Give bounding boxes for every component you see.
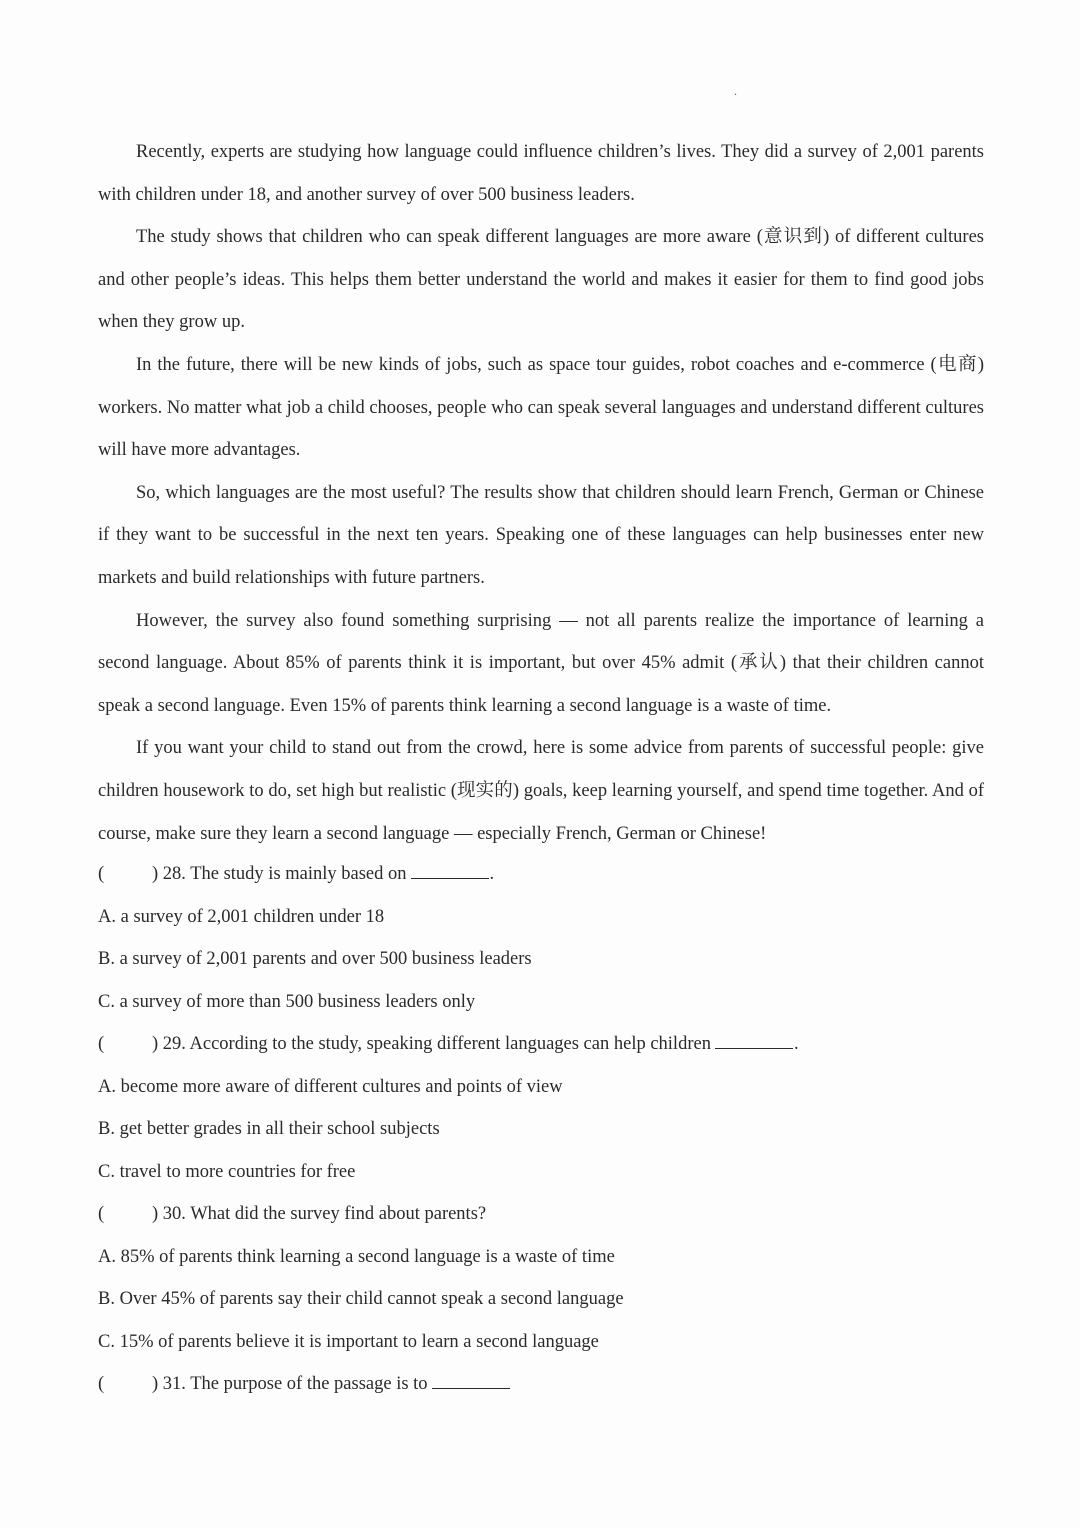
passage-paragraph-3: In the future, there will be new kinds of jobs, such as space tour guides, robot coaches and e-commerce (电商) workers. No matter what job a child chooses, people who can speak several languages and understand different cultures will have more advantages. bbox=[98, 354, 984, 461]
answer-blank bbox=[432, 1372, 510, 1389]
passage-paragraph-5: However, the survey also found something surprising — not all parents realize the importance of learning a second language. About 85% of parents think it is important, but over 45% admit (承认) that their children cannot speak a second language. Even 15% of parents think learning a second language is a waste of time. bbox=[98, 610, 984, 716]
question-end-period: . bbox=[793, 1034, 799, 1054]
answer-bracket[interactable]: ( bbox=[98, 1374, 105, 1394]
answer-bracket[interactable]: ( bbox=[98, 1204, 105, 1224]
option-b: B. Over 45% of parents say their child cannot speak a second language bbox=[98, 1289, 624, 1309]
question-31 bbox=[98, 1363, 984, 1406]
passage-paragraph-4: So, which languages are the most useful? The results show that children should learn French, German or Chinese if they want to be successful in the next ten years. Speaking one of these languages can help businesses enter new markets and build relationships with future partners. bbox=[98, 482, 984, 588]
question-stem: ) 31. The purpose of the passage is to bbox=[152, 1374, 428, 1394]
passage-paragraph-6: If you want your child to stand out from the crowd, here is some advice from parents of successful people: give children housework to do, set high but realistic (现实的) goals, keep learning yourself, and spend time together. And of course, make sure they learn a second language — especially French, German or Chinese! bbox=[98, 738, 984, 844]
option-c: C. a survey of more than 500 business leaders only bbox=[98, 991, 476, 1012]
question-end-period: . bbox=[489, 864, 495, 884]
question-list bbox=[98, 853, 984, 1406]
option-c: C. travel to more countries for free bbox=[98, 1161, 356, 1182]
question-28 bbox=[98, 853, 984, 896]
question-30 bbox=[98, 1193, 984, 1236]
header-dot: . bbox=[734, 84, 737, 98]
reading-passage bbox=[98, 131, 984, 855]
option-a: A. a survey of 2,001 children under 18 bbox=[98, 906, 385, 927]
answer-blank bbox=[715, 1032, 793, 1049]
answer-blank bbox=[411, 862, 489, 879]
option-c: C. 15% of parents believe it is important to learn a second language bbox=[98, 1331, 599, 1352]
answer-bracket[interactable]: ( bbox=[98, 864, 105, 884]
answer-bracket[interactable]: ( bbox=[98, 1034, 105, 1054]
question-29 bbox=[98, 1023, 984, 1066]
question-stem: ) 29. According to the study, speaking different languages can help children bbox=[152, 1034, 711, 1054]
passage-paragraph-2: The study shows that children who can speak different languages are more aware (意识到) of different cultures and other people’s ideas. This helps them better understand the world and makes it easier for them to find good jobs when they grow up. bbox=[98, 227, 984, 333]
option-b: B. get better grades in all their school subjects bbox=[98, 1119, 440, 1139]
question-stem: ) 28. The study is mainly based on bbox=[152, 864, 407, 884]
option-b: B. a survey of 2,001 parents and over 500 business leaders bbox=[98, 949, 532, 969]
option-a: A. 85% of parents think learning a second language is a waste of time bbox=[98, 1246, 615, 1267]
question-stem: ) 30. What did the survey find about parents? bbox=[152, 1204, 487, 1224]
passage-paragraph-1: Recently, experts are studying how language could influence children’s lives. They did a survey of 2,001 parents with children under 18, and another survey of over 500 business leaders. bbox=[98, 142, 984, 205]
option-a: A. become more aware of different cultures and points of view bbox=[98, 1076, 563, 1097]
